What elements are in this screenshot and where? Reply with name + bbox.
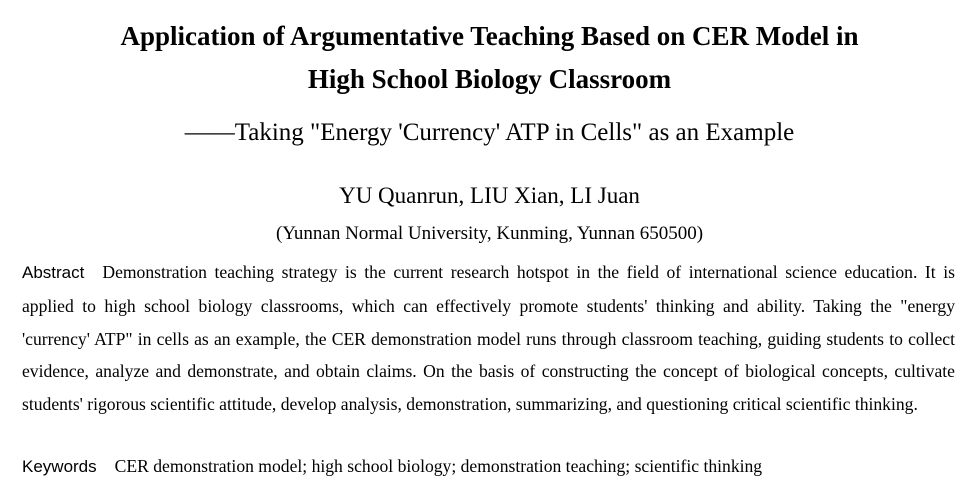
paper-title-line-1: Application of Argumentative Teaching Based on CER Model in bbox=[120, 21, 859, 51]
paper-subtitle: ——Taking "Energy 'Currency' ATP in Cells" as an Example bbox=[184, 119, 795, 146]
keywords-text: CER demonstration model; high school biology; demonstration teaching; scientific thinking bbox=[114, 456, 763, 476]
abstract-text: Demonstration teaching strategy is the current research hotspot in the field of international science education. It is applied to high school biology classrooms, which can effectively promote students' thinking and ability. Taking the "energy 'currency' ATP" in cells as an example, the CER demonstration model runs through classroom teaching, guiding students to collect evidence, analyze and demonstrate, and obtain claims. On the basis of constructing the concept of biological concepts, cultivate students' rigorous scientific attitude, develop analysis, demonstration, summarizing, and questioning critical scientific thinking. bbox=[22, 262, 955, 415]
paper-affiliation: (Yunnan Normal University, Kunming, Yunnan 650500) bbox=[275, 223, 704, 244]
abstract-section bbox=[22, 256, 955, 421]
keywords-label: Keywords bbox=[22, 457, 97, 476]
keywords-section bbox=[22, 453, 955, 480]
abstract-label: Abstract bbox=[22, 263, 85, 282]
paper-title-line-2: High School Biology Classroom bbox=[307, 64, 672, 94]
paper-authors: YU Quanrun, LIU Xian, LI Juan bbox=[339, 183, 640, 208]
